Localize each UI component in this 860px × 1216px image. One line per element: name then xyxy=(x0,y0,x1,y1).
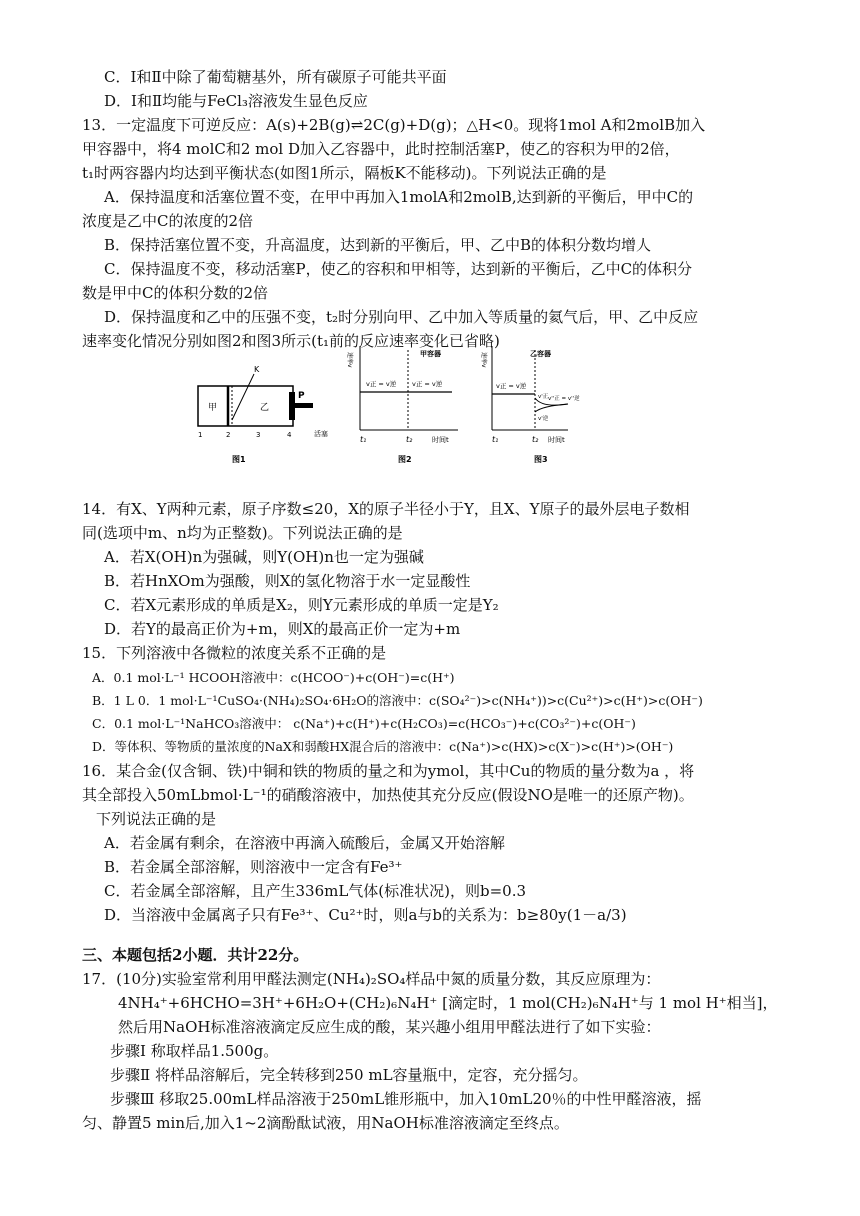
text-line: 下列说法正确的是 xyxy=(96,810,217,828)
text-line: 15．下列溶液中各微粒的浓度关系不正确的是 xyxy=(82,644,387,662)
fig2-t1: t₁ xyxy=(360,435,367,444)
fig2-eq2: v正 = v逆 xyxy=(412,380,443,388)
fig3-eq2a: v'正 xyxy=(538,394,549,400)
text-line: D．当溶液中金属离子只有Fe³⁺、Cu²⁺时，则a与b的关系为：b≥80y(1－a/3) xyxy=(104,906,627,924)
figure-3 xyxy=(480,346,580,464)
fig2-t2: t₂ xyxy=(406,435,413,444)
fig1-tick-2: 2 xyxy=(226,431,231,439)
fig2-ylabel: 速率v xyxy=(346,352,353,368)
figure-2 xyxy=(346,346,458,464)
text-line: 4NH₄⁺+6HCHO=3H⁺+6H₂O+(CH₂)₆N₄H⁺ [滴定时，1 mol(CH₂)₆N₄H⁺与 1 mol H⁺相当]， xyxy=(118,994,778,1012)
text-line: C．若金属全部溶解，且产生336mL气体(标准状况)，则b=0.3 xyxy=(104,882,527,900)
text-line: A．若X(OH)n为强碱，则Y(OH)n也一定为强碱 xyxy=(104,548,424,566)
fig3-t1: t₁ xyxy=(492,435,499,444)
text-line: D．Ⅰ和Ⅱ均能与FeCl₃溶液发生显色反应 xyxy=(104,92,368,110)
fig3-eq3: v''正 = v''逆 xyxy=(548,396,580,402)
text-line: C．若X元素形成的单质是X₂，则Y元素形成的单质一定是Y₂ xyxy=(104,596,499,614)
fig1-tick-1: 1 xyxy=(198,431,203,439)
text-line: 17．(10分)实验室常利用甲醛法测定(NH₄)₂SO₄样品中氮的质量分数，其反应原理为： xyxy=(82,970,661,988)
text-line: 匀、静置5 min后,加入1~2滴酚酞试液，用NaOH标准溶液滴定至终点。 xyxy=(82,1114,569,1132)
text-line: 步骤Ⅱ 将样品溶解后，完全转移到250 mL容量瓶中，定容，充分摇匀。 xyxy=(110,1066,588,1084)
fig3-eq1: v正 = v逆 xyxy=(496,382,527,390)
text-line: 步骤Ⅲ 移取25.00mL样品溶液于250mL锥形瓶中，加入10mL20％的中性甲醛溶液，摇 xyxy=(110,1090,702,1108)
text-line: B．1 L 0．1 mol·L⁻¹CuSO₄·(NH₄)₂SO₄·6H₂O的溶液中：c(SO₄²⁻)>c(NH₄⁺))>c(Cu²⁺)>c(H⁺)>c(OH⁻) xyxy=(92,693,703,708)
fig1-caption: 图1 xyxy=(232,455,246,464)
fig3-caption: 图3 xyxy=(534,455,548,464)
reaction-figures xyxy=(190,340,580,470)
fig2-caption: 图2 xyxy=(398,455,412,464)
text-line: 速率变化情况分别如图2和图3所示(t₁前的反应速率变化已省略) xyxy=(82,332,500,350)
text-line: 数是甲中C的体积分数的2倍 xyxy=(82,284,269,302)
fig3-t2: t₂ xyxy=(532,435,539,444)
fig3-eq2b: v'逆 xyxy=(538,416,549,422)
text-line: C．保持温度不变，移动活塞P，使乙的容积和甲相等，达到新的平衡后，乙中C的体积分 xyxy=(104,260,693,278)
fig2-xlabel: 时间t xyxy=(432,436,449,444)
fig3-ylabel: 速率v xyxy=(480,352,487,368)
text-line: B．若金属全部溶解，则溶液中一定含有Fe³⁺ xyxy=(104,858,403,876)
text-line: 步骤Ⅰ 称取样品1.500g。 xyxy=(110,1042,279,1060)
fig1-label-huosai: 活塞 xyxy=(314,430,328,438)
text-line: 14．有X、Y两种元素，原子序数≤20，X的原子半径小于Y，且X、Y原子的最外层电子数相 xyxy=(82,500,690,518)
text-line: 其全部投入50mLbmol·L⁻¹的硝酸溶液中，加热使其充分反应(假设NO是唯一的还原产物)。 xyxy=(82,786,694,804)
text-line: 13．一定温度下可逆反应：A(s)+2B(g)⇌2C(g)+D(g)；△H<0。现将1mol A和2molB加入 xyxy=(82,116,706,134)
text-line: C．0.1 mol·L⁻¹NaHCO₃溶液中： c(Na⁺)+c(H⁺)+c(H₂CO₃)=c(HCO₃⁻)+c(CO₃²⁻)+c(OH⁻) xyxy=(92,716,636,731)
fig1-label-k: K xyxy=(254,365,260,374)
text-line: A．0.1 mol·L⁻¹ HCOOH溶液中：c(HCOO⁻)+c(OH⁻)=c(H⁺) xyxy=(92,670,455,685)
text-line: D．保持温度和乙中的压强不变，t₂时分别向甲、乙中加入等质量的氦气后，甲、乙中反应 xyxy=(104,308,699,326)
text-line: 甲容器中，将4 molC和2 mol D加入乙容器中，此时控制活塞P，使乙的容积为甲的2倍， xyxy=(82,140,680,158)
text-line: 三、本题包括2小题．共计22分。 xyxy=(82,946,309,964)
text-line: A．若金属有剩余，在溶液中再滴入硫酸后，金属又开始溶解 xyxy=(104,834,505,852)
text-line: 浓度是乙中C的浓度的2倍 xyxy=(82,212,254,230)
text-line: 同(选项中m、n均为正整数)。下列说法正确的是 xyxy=(82,524,403,542)
text-line: t₁时两容器内均达到平衡状态(如图1所示，隔板K不能移动)。下列说法正确的是 xyxy=(82,164,607,182)
fig1-tick-4: 4 xyxy=(287,431,292,439)
text-line: 然后用NaOH标准溶液滴定反应生成的酸，某兴趣小组用甲醛法进行了如下实验： xyxy=(118,1018,661,1036)
text-line: A．保持温度和活塞位置不变，在甲中再加入1molA和2molB,达到新的平衡后，甲中C的 xyxy=(104,188,694,206)
fig1-label-jia: 甲 xyxy=(208,403,218,413)
fig3-title: 乙容器 xyxy=(530,350,551,358)
figure-1 xyxy=(198,365,328,464)
text-line: C．Ⅰ和Ⅱ中除了葡萄糖基外，所有碳原子可能共平面 xyxy=(104,68,447,86)
text-line: B．保持活塞位置不变，升高温度，达到新的平衡后，甲、乙中B的体积分数均增人 xyxy=(104,236,652,254)
fig2-eq1: v正 = v逆 xyxy=(366,380,397,388)
text-line: D．若Y的最高正价为+m，则X的最高正价一定为+m xyxy=(104,620,461,638)
fig1-tick-3: 3 xyxy=(256,431,261,439)
fig3-xlabel: 时间t xyxy=(548,436,565,444)
fig2-title: 甲容器 xyxy=(420,350,441,358)
text-line: B．若HnXOm为强酸，则X的氢化物溶于水一定显酸性 xyxy=(104,572,471,590)
text-line: D．等体积、等物质的量浓度的NaX和弱酸HX混合后的溶液中：c(Na⁺)>c(HX)>c(X⁻)>c(H⁺)>(OH⁻) xyxy=(92,739,674,754)
text-line: 16．某合金(仅含铜、铁)中铜和铁的物质的量之和为ymol，其中Cu的物质的量分数为a ，将 xyxy=(82,762,695,780)
fig1-label-yi: 乙 xyxy=(260,403,270,413)
fig1-label-p: P xyxy=(298,391,305,401)
